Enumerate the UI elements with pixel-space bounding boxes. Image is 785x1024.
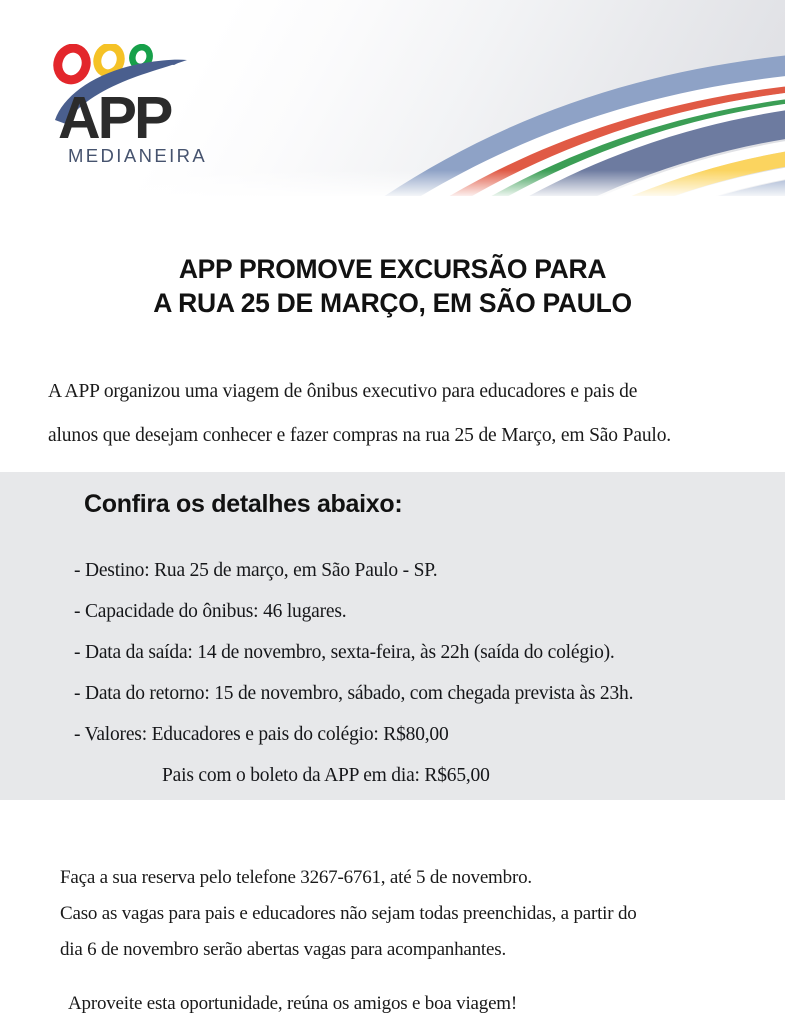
logo-ring-red-icon [54,44,91,83]
detail-item-valores-boleto: Pais com o boleto da APP em dia: R$65,00 [162,765,490,786]
logo-svg [52,44,212,169]
details-list [74,550,764,796]
detail-item-capacidade: - Capacidade do ônibus: 46 lugares. [74,601,347,622]
footer-line-reserva: Faça a sua reserva pelo telefone 3267-6761, até 5 de novembro. [60,867,532,888]
header-band [0,0,785,196]
detail-item-data-retorno: - Data do retorno: 15 de novembro, sábado, com chegada prevista às 23h. [74,683,634,704]
page-title-line-2: A RUA 25 DE MARÇO, EM SÃO PAULO [153,288,632,318]
intro-line-2: alunos que desejam conhecer e fazer compras na rua 25 de Março, em São Paulo. [48,425,672,446]
logo-wordmark-app: APP [58,85,171,151]
page-title [0,252,785,320]
footer-line-aproveite: Aproveite esta oportunidade, reúna os amigos e boa viagem! [68,993,518,1014]
app-medianeira-logo [52,44,212,169]
footer-line-vagas-2: dia 6 de novembro serão abertas vagas para acompanhantes. [60,939,506,960]
footer-text-block [60,860,760,1022]
detail-item-valores: - Valores: Educadores e pais do colégio: R$80,00 [74,724,449,745]
details-heading: Confira os detalhes abaixo: [84,490,403,518]
details-section [0,472,785,800]
detail-item-data-saida: - Data da saída: 14 de novembro, sexta-feira, às 22h (saída do colégio). [74,642,615,663]
intro-line-1: A APP organizou uma viagem de ônibus executivo para educadores e pais de [48,381,638,402]
footer-line-vagas-1: Caso as vagas para pais e educadores não sejam todas preenchidas, a partir do [60,903,637,924]
logo-subtitle-medianeira: MEDIANEIRA [68,145,208,166]
page-title-line-1: APP PROMOVE EXCURSÃO PARA [178,254,607,284]
intro-paragraph [48,370,748,458]
detail-item-destino: - Destino: Rua 25 de março, em São Paulo - SP. [74,560,438,581]
